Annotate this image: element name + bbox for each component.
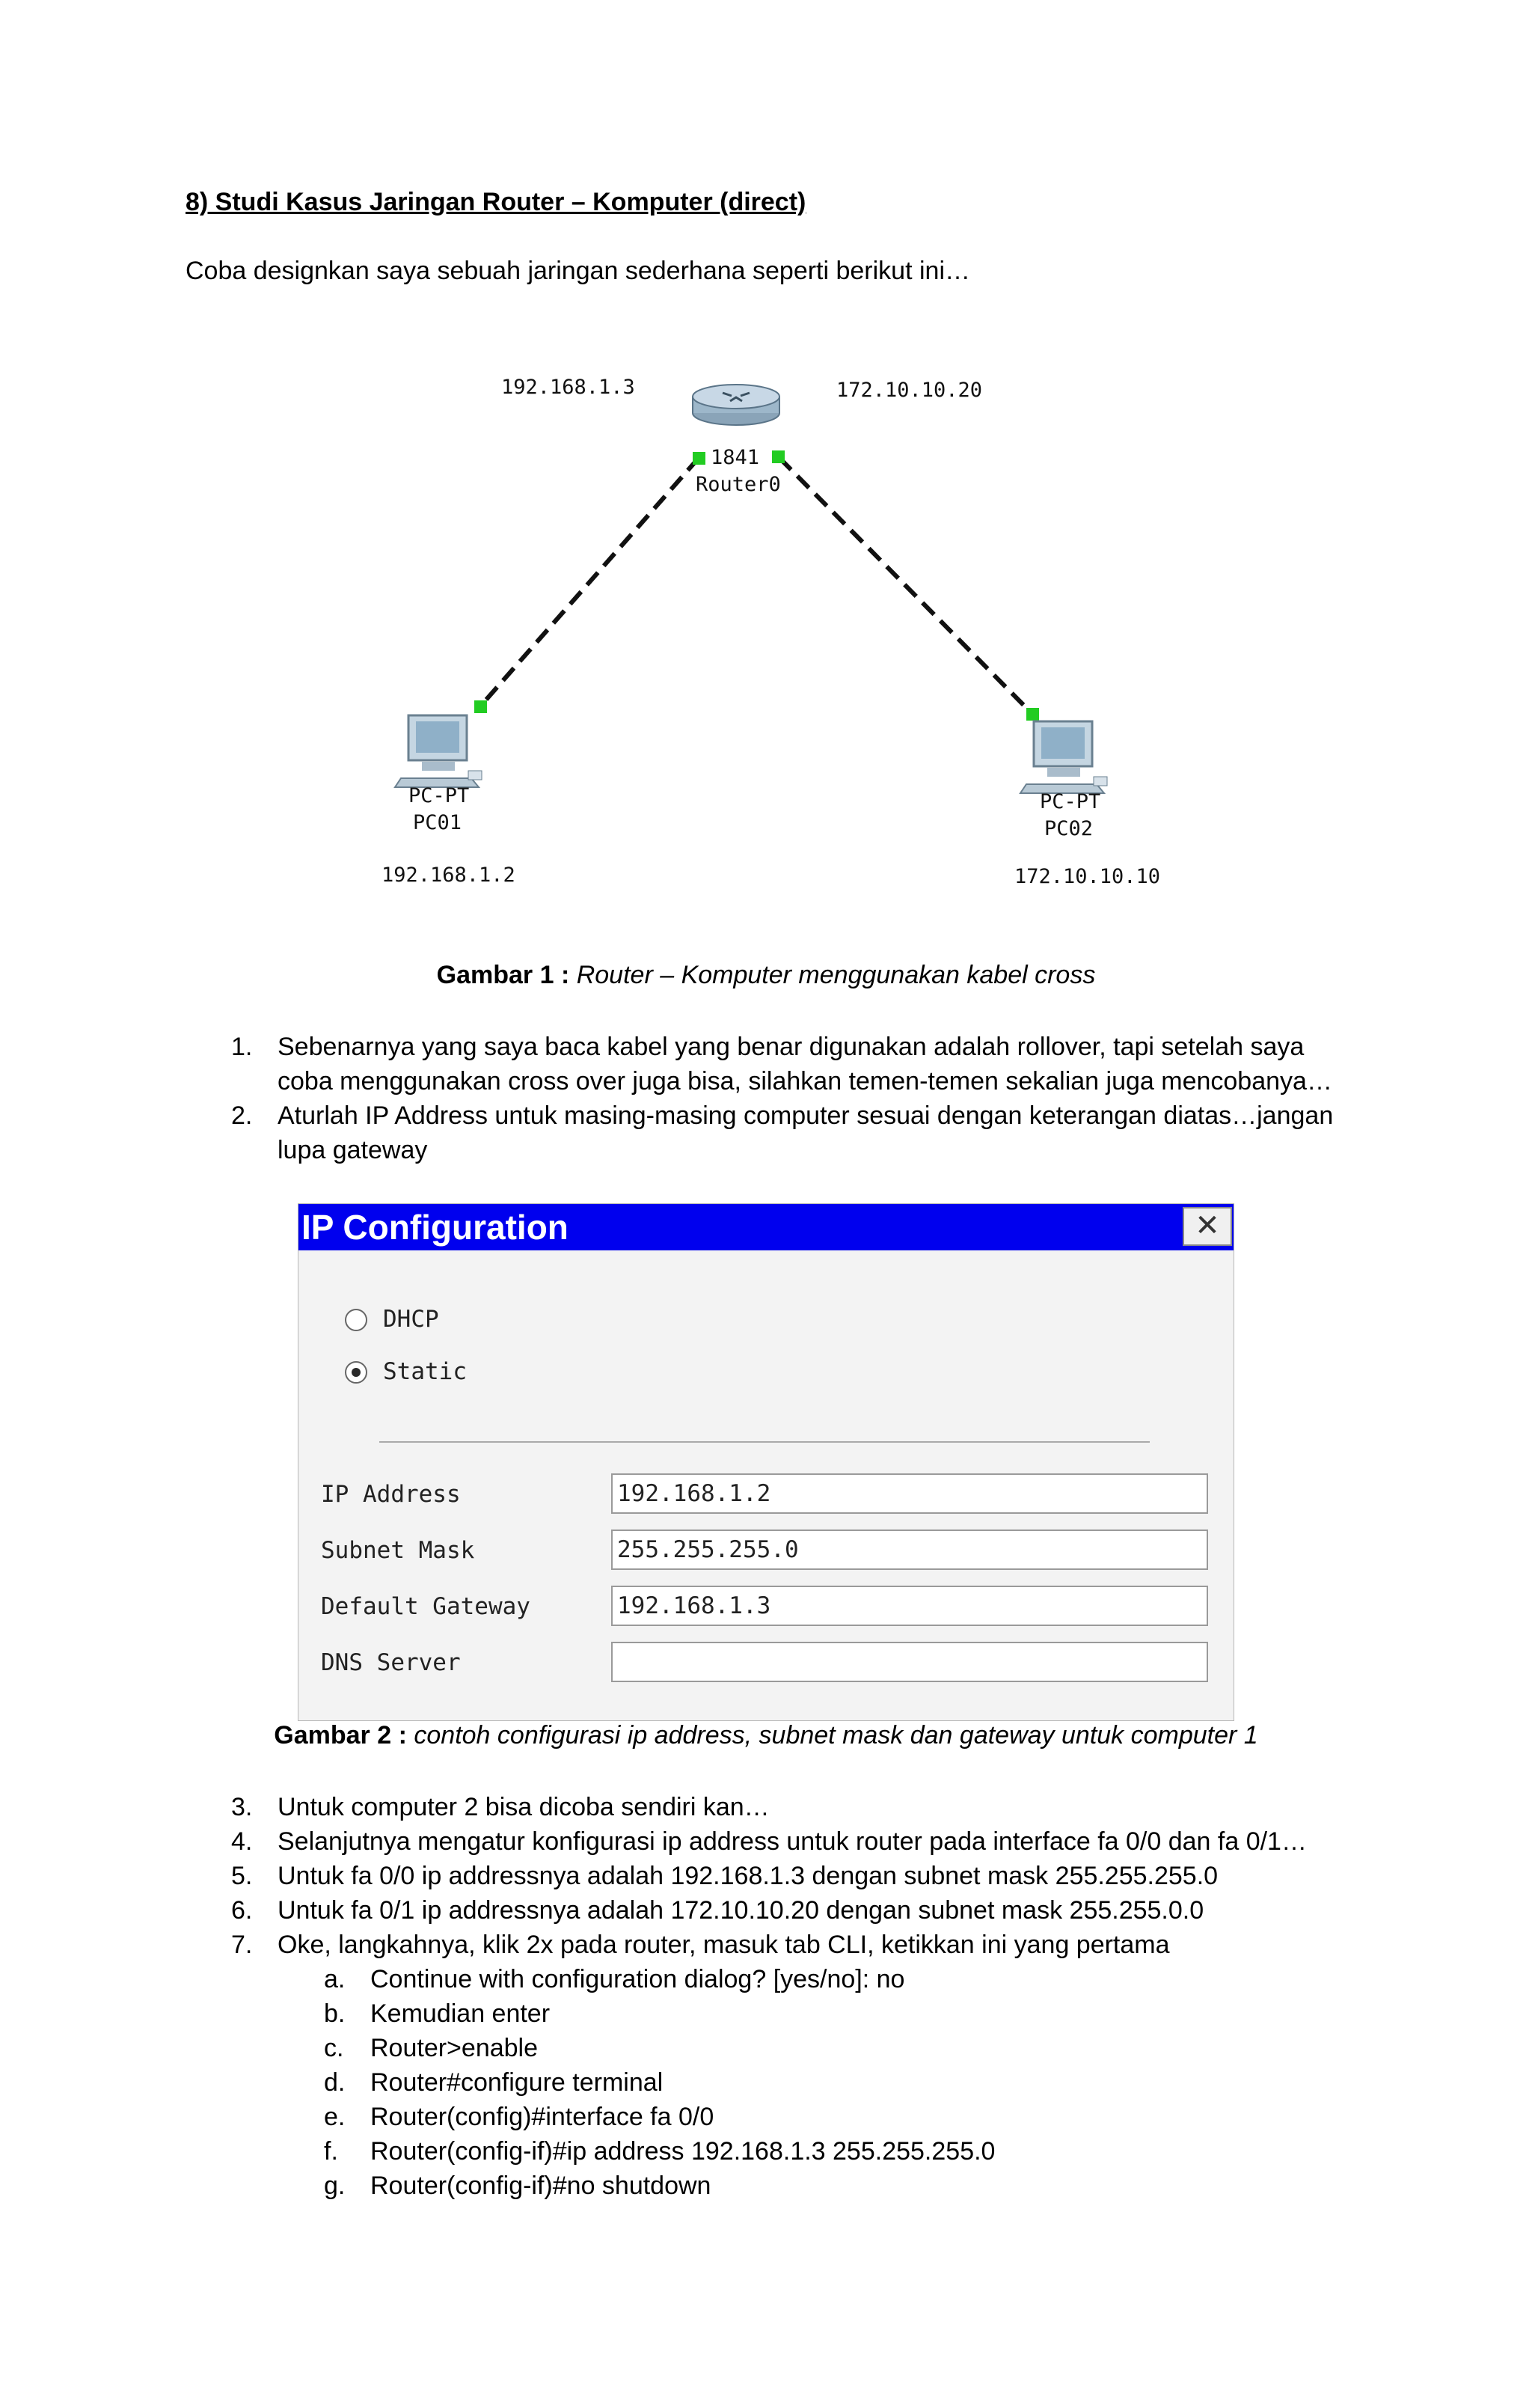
divider — [379, 1441, 1150, 1443]
list-item — [231, 1098, 1334, 1167]
link-router-pc01 — [480, 458, 699, 706]
figure-caption-1 — [0, 961, 1532, 990]
list-number: 7. — [231, 1931, 253, 1959]
list-item-line: coba menggunakan cross over juga bisa, silahkan temen-temen sekalian juga mencobanya… — [278, 1067, 1332, 1095]
list-item — [324, 2100, 995, 2134]
list-number: 3. — [231, 1793, 253, 1821]
instruction-list-2 — [231, 1790, 1307, 1962]
cli-steps-list — [324, 1962, 996, 2203]
list-item-text: Untuk fa 0/1 ip addressnya adalah 172.10.10.20 dengan subnet mask 255.255.0.0 — [278, 1896, 1204, 1925]
port-light — [693, 452, 705, 465]
list-item-line: Sebenarnya yang saya baca kabel yang benar digunakan adalah rollover, tapi setelah saya — [278, 1033, 1305, 1061]
router-ip-left: 192.168.1.3 — [501, 376, 635, 399]
list-number: 4. — [231, 1827, 253, 1856]
list-number: 6. — [231, 1896, 253, 1925]
network-diagram — [359, 352, 1197, 913]
link-router-pc02 — [779, 458, 1032, 714]
pc01-icon — [395, 715, 482, 787]
subnet-mask-label: Subnet Mask — [321, 1537, 475, 1564]
caption-1-label: Gambar 1 : — [436, 961, 570, 989]
pc01-ip: 192.168.1.2 — [382, 864, 515, 887]
router-model: 1841 — [711, 446, 760, 469]
list-item-text: Router>enable — [370, 2034, 539, 2062]
ip-configuration-dialog — [298, 1203, 1234, 1721]
list-number: 5. — [231, 1862, 253, 1890]
caption-2-text: contoh configurasi ip address, subnet mask dan gateway untuk computer 1 — [414, 1721, 1258, 1750]
default-gateway-input[interactable]: 192.168.1.3 — [611, 1586, 1208, 1626]
list-item-text: Selanjutnya mengatur konfigurasi ip address untuk router pada interface fa 0/0 dan fa 0/1… — [278, 1827, 1307, 1856]
list-number: 1. — [231, 1033, 253, 1061]
router-icon — [693, 385, 779, 425]
list-letter: a. — [324, 1965, 346, 1993]
list-item-text: Oke, langkahnya, klik 2x pada router, masuk tab CLI, ketikkan ini yang pertama — [278, 1931, 1170, 1959]
list-letter: b. — [324, 1999, 346, 2028]
list-letter: f. — [324, 2137, 338, 2166]
list-item-text: Router(config)#interface fa 0/0 — [370, 2103, 714, 2131]
section-heading: 8) Studi Kasus Jaringan Router – Komputer (direct) — [186, 188, 806, 216]
subnet-mask-input[interactable]: 255.255.255.0 — [611, 1530, 1208, 1570]
list-item — [231, 1790, 1307, 1824]
ip-address-input[interactable]: 192.168.1.2 — [611, 1473, 1208, 1514]
list-item-text: Untuk computer 2 bisa dicoba sendiri kan… — [278, 1793, 770, 1821]
router-ip-right: 172.10.10.20 — [836, 379, 983, 402]
pc01-type: PC-PT — [408, 784, 470, 807]
list-item-text: Kemudian enter — [370, 1999, 551, 2028]
close-button[interactable]: ✕ — [1183, 1207, 1232, 1246]
list-letter: c. — [324, 2034, 344, 2062]
list-item-text: Router(config-if)#no shutdown — [370, 2172, 711, 2200]
list-letter: d. — [324, 2068, 346, 2097]
port-light — [474, 700, 487, 713]
port-light — [772, 450, 785, 463]
port-light — [1026, 708, 1039, 721]
caption-1-text: Router – Komputer menggunakan kabel cross — [576, 961, 1096, 989]
intro-text: Coba designkan saya sebuah jaringan sederhana seperti berikut ini… — [186, 257, 971, 285]
list-item — [324, 1962, 995, 1996]
figure-caption-2 — [0, 1721, 1532, 1750]
list-item — [231, 1824, 1307, 1859]
dhcp-label: DHCP — [383, 1306, 439, 1333]
list-item — [324, 2169, 995, 2203]
static-radio[interactable] — [345, 1361, 367, 1384]
dns-server-label: DNS Server — [321, 1649, 461, 1676]
dialog-title: IP Configuration — [301, 1208, 569, 1247]
pc02-icon — [1020, 721, 1107, 793]
list-item — [231, 1928, 1307, 1962]
pc02-type: PC-PT — [1040, 790, 1101, 813]
pc01-name: PC01 — [413, 811, 462, 834]
static-label: Static — [383, 1358, 467, 1385]
list-item-text: Untuk fa 0/0 ip addressnya adalah 192.168.1.3 dengan subnet mask 255.255.255.0 — [278, 1862, 1219, 1890]
pc02-ip: 172.10.10.10 — [1014, 865, 1161, 888]
dhcp-radio[interactable] — [345, 1309, 367, 1331]
instruction-list-1 — [231, 1030, 1334, 1167]
list-item — [324, 2065, 995, 2100]
dialog-body — [298, 1250, 1234, 1720]
list-item — [324, 2031, 995, 2065]
ip-address-label: IP Address — [321, 1481, 461, 1508]
caption-2-label: Gambar 2 : — [274, 1721, 407, 1750]
list-number: 2. — [231, 1101, 253, 1130]
list-letter: e. — [324, 2103, 346, 2131]
list-item-line: Aturlah IP Address untuk masing-masing computer sesuai dengan keterangan diatas…jangan — [278, 1101, 1334, 1130]
list-item — [231, 1859, 1307, 1893]
list-item — [231, 1030, 1333, 1098]
router-name: Router0 — [696, 473, 781, 496]
list-item — [231, 1893, 1307, 1928]
dialog-titlebar — [298, 1204, 1234, 1250]
list-item-text: Router#configure terminal — [370, 2068, 664, 2097]
default-gateway-label: Default Gateway — [321, 1593, 530, 1620]
list-item-text: Continue with configuration dialog? [yes/no]: no — [370, 1965, 905, 1993]
dns-server-input[interactable] — [611, 1642, 1208, 1682]
list-item-text: Router(config-if)#ip address 192.168.1.3 255.255.255.0 — [370, 2137, 996, 2166]
list-item — [324, 1996, 995, 2031]
list-item-line: lupa gateway — [278, 1136, 428, 1164]
list-item — [324, 2134, 996, 2169]
pc02-name: PC02 — [1044, 817, 1094, 840]
list-letter: g. — [324, 2172, 346, 2200]
